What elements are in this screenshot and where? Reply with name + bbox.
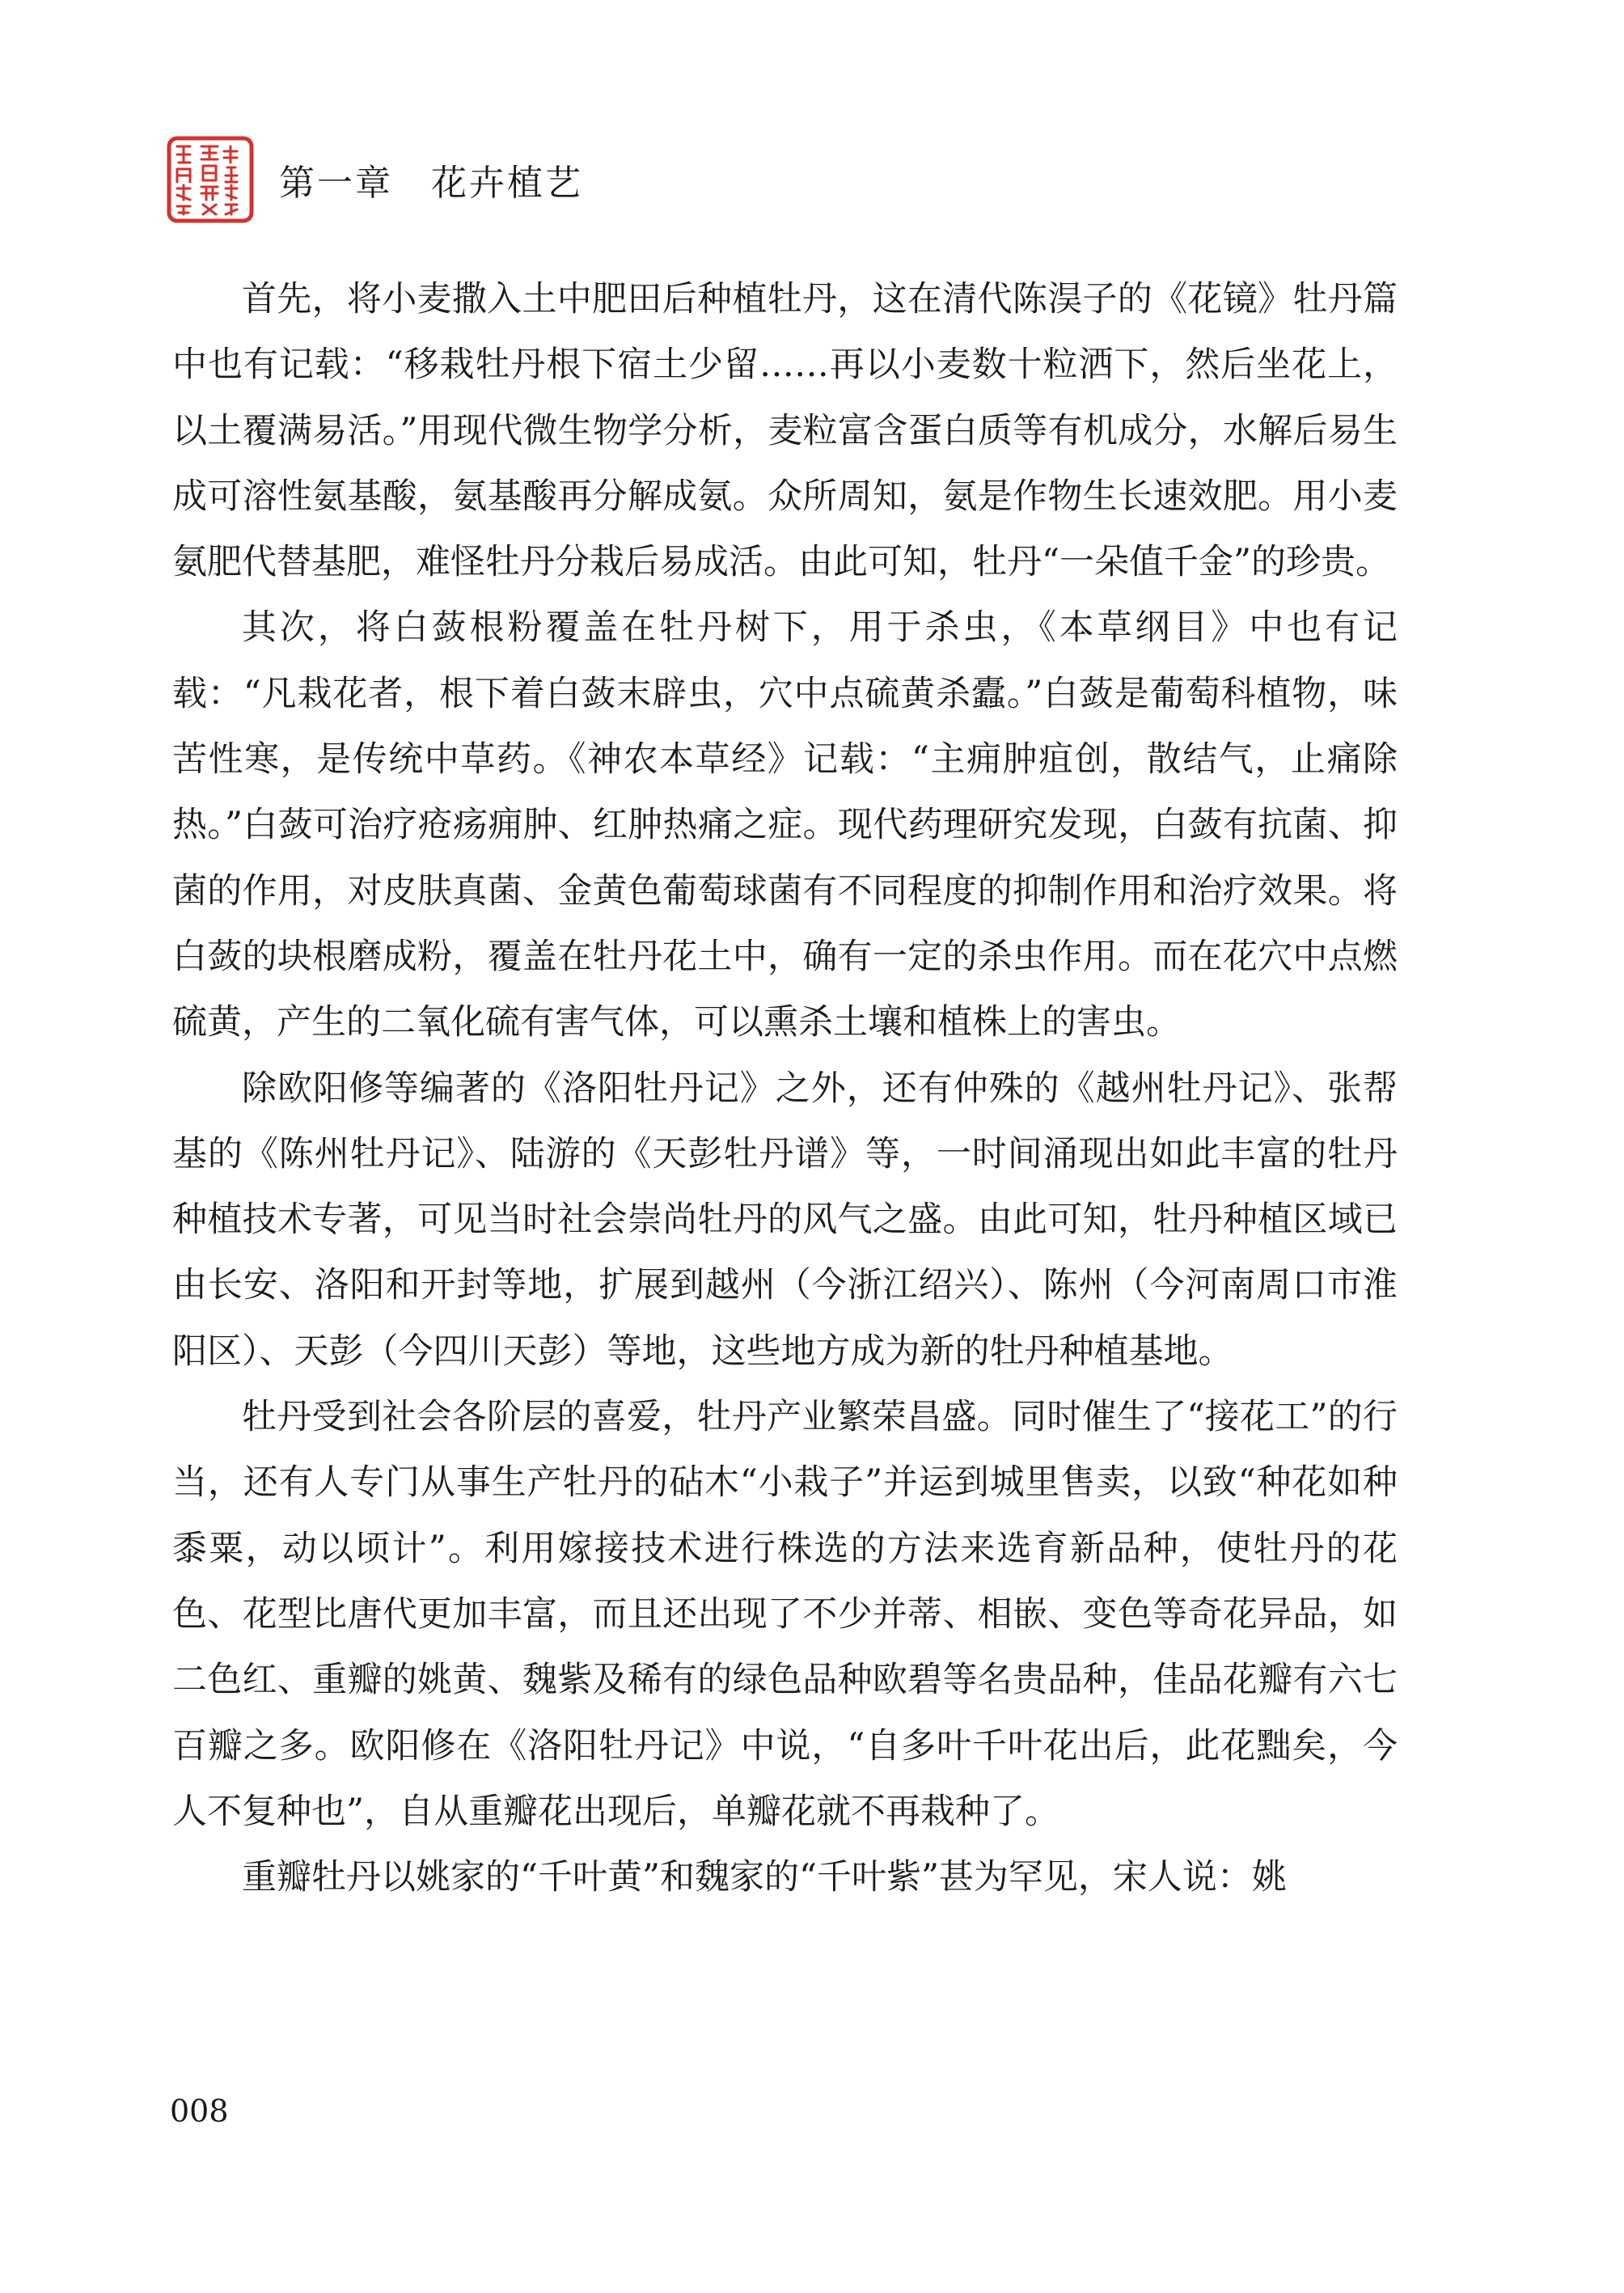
- body-text: [172, 267, 1398, 1910]
- paragraph: 除欧阳修等编著的《洛阳牡丹记》之外，还有仲殊的《越州牡丹记》、张帮基的《陈州牡丹记》、陆游的《天彭牡丹谱》等，一时间涌现出如此丰富的牡丹种植技术专著，可见当时社会崇尚牡丹的风气之盛。由此可知，牡丹种植区域已由长安、洛阳和开封等地，扩展到越州（今浙江绍兴）、陈州（今河南周口市淮阳区）、天彭（今四川天彭）等地，这些地方成为新的牡丹种植基地。: [172, 1068, 1398, 1372]
- chapter-title: 第一章 花卉植艺: [279, 163, 583, 204]
- paragraph: 重瓣牡丹以姚家的“千叶黄”和魏家的“千叶紫”甚为罕见，宋人说：姚: [242, 1857, 1287, 1898]
- paragraph: 其次，将白蔹根粉覆盖在牡丹树下，用于杀虫，《本草纲目》中也有记载：“凡栽花者，根下着白蔹末辟虫，穴中点硫黄杀蠹。”白蔹是葡萄科植物，味苦性寒，是传统中草药。《神农本草经》记载：“主痈肿疽创，散结气，止痛除热。”白蔹可治疗疮疡痈肿、红肿热痛之症。现代药理研究发现，白蔹有抗菌、抑菌的作用，对皮肤真菌、金黄色葡萄球菌有不同程度的抑制作用和治疗效果。将白蔹的块根磨成粉，覆盖在牡丹花土中，确有一定的杀虫作用。而在花穴中点燃硫黄，产生的二氧化硫有害气体，可以熏杀土壤和植株上的害虫。: [172, 607, 1398, 1043]
- seal-stamp-icon: [166, 135, 255, 224]
- page-number: 008: [170, 2093, 229, 2129]
- chapter-header: [166, 132, 583, 227]
- paragraph: 首先，将小麦撒入土中肥田后种植牡丹，这在清代陈淏子的《花镜》牡丹篇中也有记载：“移栽牡丹根下宿土少留……再以小麦数十粒洒下，然后坐花上，以土覆满易活。”用现代微生物学分析，麦粒富含蛋白质等有机成分，水解后易生成可溶性氨基酸，氨基酸再分解成氨。众所周知，氨是作物生长速效肥。用小麦氨肥代替基肥，难怪牡丹分栽后易成活。由此可知，牡丹“一朵值千金”的珍贵。: [172, 279, 1398, 583]
- paragraph: 牡丹受到社会各阶层的喜爱，牡丹产业繁荣昌盛。同时催生了“接花工”的行当，还有人专门从事生产牡丹的砧木“小栽子”并运到城里售卖，以致“种花如种黍粟，动以顷计”。利用嫁接技术进行株选的方法来选育新品种，使牡丹的花色、花型比唐代更加丰富，而且还出现了不少并蒂、相嵌、变色等奇花异品，如二色红、重瓣的姚黄、魏紫及稀有的绿色品种欧碧等名贵品种，佳品花瓣有六七百瓣之多。欧阳修在《洛阳牡丹记》中说，“自多叶千叶花出后，此花黜矣，今人不复种也”，自从重瓣花出现后，单瓣花就不再栽种了。: [172, 1397, 1398, 1832]
